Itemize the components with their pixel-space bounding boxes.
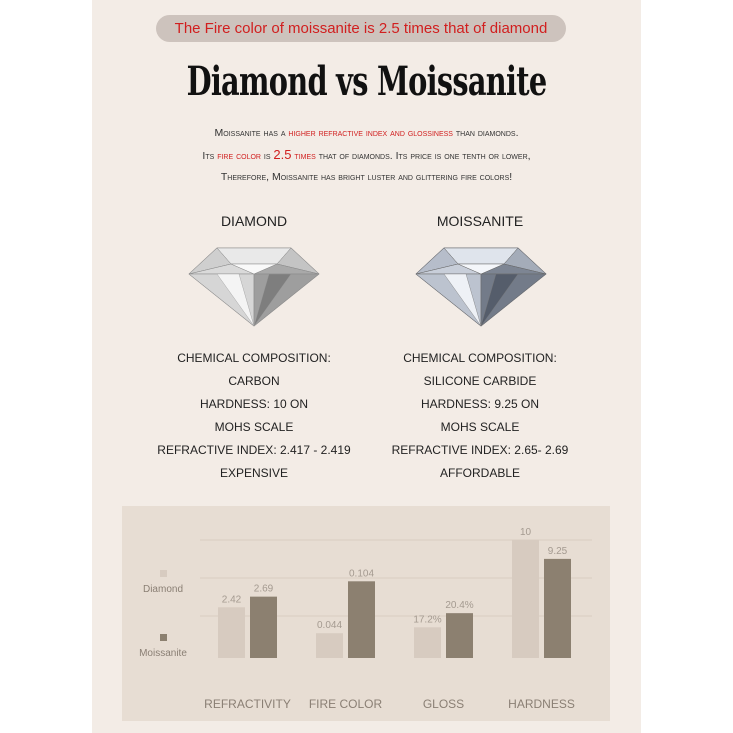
banner: The Fire color of moissanite is 2.5 times that of diamond: [156, 15, 566, 42]
moissanite-spec-line: SILICONE CARBIDE: [423, 374, 537, 388]
category-label: REFRACTIVITY: [204, 697, 291, 711]
diamond-spec-line: HARDNESS: 10 ON: [199, 397, 309, 411]
diamond-spec-line: MOHS SCALE: [214, 420, 294, 434]
data-label: 10: [519, 527, 532, 538]
data-label: 9.25: [547, 545, 568, 557]
intro-line-2: Its fire color is 2.5 times that of diamonds. Its price is one tenth or lower,: [202, 147, 531, 162]
moissanite-specs: [360, 347, 600, 485]
diamond-gem-image: [187, 240, 321, 328]
moissanite-gem-image: [414, 240, 548, 328]
category-label: FIRE COLOR: [308, 697, 383, 711]
data-label: 0.104: [348, 568, 375, 580]
data-label: 0.044: [316, 620, 343, 632]
data-label: 2.69: [253, 583, 274, 595]
bar-moissanite: [348, 581, 375, 658]
data-label: 2.42: [221, 594, 242, 606]
bar-diamond: [414, 627, 441, 658]
category-label: HARDNESS: [508, 697, 575, 711]
bar-diamond: [512, 540, 539, 658]
bar-moissanite: [544, 559, 571, 658]
moissanite-heading: MOISSANITE: [436, 213, 524, 229]
moissanite-spec-line: CHEMICAL COMPOSITION:: [403, 351, 557, 365]
bar-moissanite: [446, 613, 473, 658]
legend-swatch: [160, 570, 167, 577]
diamond-spec-line: REFRACTIVE INDEX: 2.417 - 2.419: [157, 443, 351, 457]
intro-line-1: Moissanite has a higher refractive index and glossiness than diamonds.: [214, 127, 519, 139]
page-title: Diamond vs Moissanite: [186, 58, 547, 105]
diamond-spec-line: EXPENSIVE: [219, 466, 289, 480]
comparison-bar-chart: [122, 506, 610, 721]
diamond-spec-line: CARBON: [228, 374, 280, 388]
intro-line-3: Therefore, Moissanite has bright luster and glittering fire colors!: [220, 171, 513, 183]
bar-diamond: [218, 607, 245, 658]
intro-text: [92, 123, 641, 188]
moissanite-spec-line: REFRACTIVE INDEX: 2.65- 2.69: [391, 443, 569, 457]
diamond-heading: DIAMOND: [220, 213, 288, 229]
legend-label: Moissanite: [139, 648, 187, 659]
moissanite-spec-line: HARDNESS: 9.25 ON: [420, 397, 540, 411]
infographic-card: [92, 0, 641, 733]
moissanite-spec-line: AFFORDABLE: [439, 466, 520, 480]
category-label: GLOSS: [422, 697, 465, 711]
legend-swatch: [160, 634, 167, 641]
chart-svg: [122, 506, 610, 721]
data-label: 17.2%: [413, 614, 442, 626]
moissanite-spec-line: MOHS SCALE: [440, 420, 520, 434]
data-label: 20.4%: [445, 600, 474, 612]
diamond-specs: [134, 347, 374, 485]
bar-moissanite: [250, 597, 277, 658]
diamond-spec-line: CHEMICAL COMPOSITION:: [177, 351, 331, 365]
bar-diamond: [316, 633, 343, 658]
legend-label: Diamond: [142, 584, 184, 595]
